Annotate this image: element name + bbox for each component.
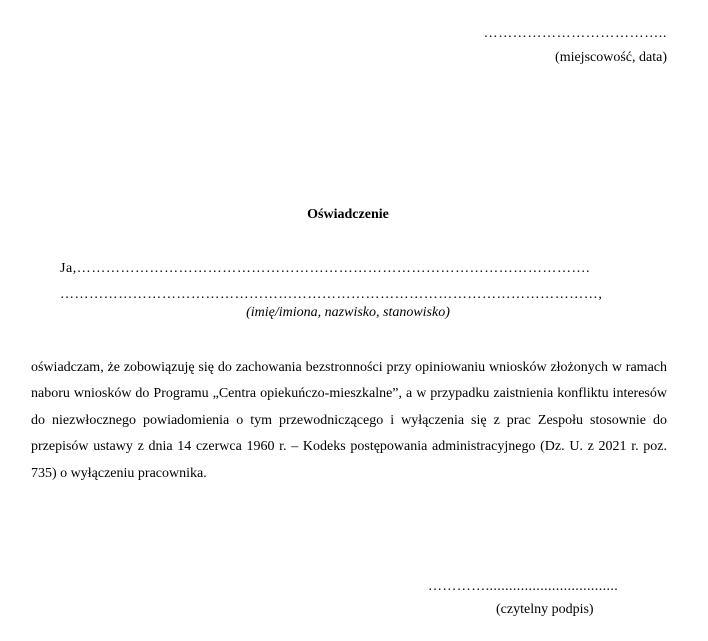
identity-dotted-line-2: …………………………………………………………………………………………………, (60, 287, 603, 302)
declaration-statement: oświadczam, że zobowiązuję się do zachowania bezstronności przy opiniowaniu wniosków złożonych w ramach naboru wniosków do Programu „Centra opiekuńczo-mieszkalne”, a w przypadku zaistnienia konfliktu interesów do niezwłocznego powiadomienia o tym przewodniczącego i wyłączenia się z prac Zespołu stosownie do przepisów ustawy z dnia 14 czerwca 1960 r. – Kodeks postępowania administracyjnego (Dz. U. z 2021 r. poz. 735) o wyłączeniu pracownika. (31, 360, 667, 481)
document-title: Oświadczenie (307, 207, 389, 222)
signature-label: (czytelny podpis) (496, 602, 594, 617)
identity-dotted-line-1: Ja,……………………………………………………………………………………………. (60, 261, 591, 276)
identity-caption: (imię/imiona, nazwisko, stanowisko) (246, 305, 450, 320)
signature-dotted-line: ………….................................. (428, 579, 619, 594)
place-date-label: (miejscowość, data) (555, 50, 667, 65)
place-date-dotted-line: ……………………………….. (483, 26, 667, 41)
